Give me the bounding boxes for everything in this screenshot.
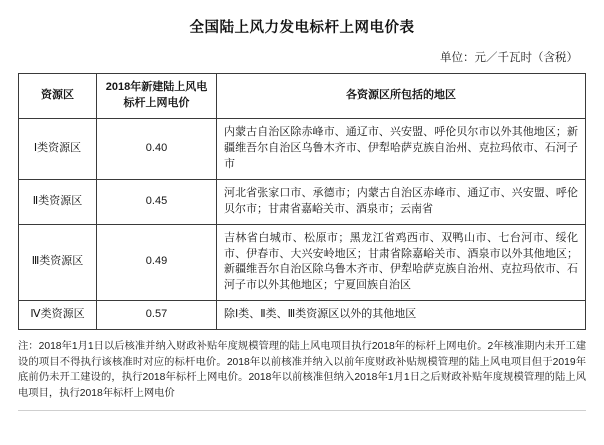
cell-region: 内蒙古自治区除赤峰市、通辽市、兴安盟、呼伦贝尔市以外其他地区；新疆维吾尔自治区乌鲁木齐市、伊犁哈萨克族自治州、克拉玛依市、石河子市 bbox=[217, 118, 586, 179]
table-body bbox=[19, 118, 586, 329]
table-row bbox=[19, 301, 586, 330]
column-header-zone: 资源区 bbox=[19, 74, 97, 119]
cell-price: 0.57 bbox=[97, 301, 217, 330]
wind-price-table bbox=[18, 73, 586, 330]
cell-price: 0.40 bbox=[97, 118, 217, 179]
table-header bbox=[19, 74, 586, 119]
bottom-divider bbox=[18, 410, 586, 411]
cell-zone: Ⅲ类资源区 bbox=[19, 224, 97, 301]
table-footnote: 注：2018年1月1日以后核准并纳入财政补贴年度规模管理的陆上风电项目执行2018年的标杆上网电价。2年核准期内未开工建设的项目不得执行该核准时对应的标杆电价。2018年以前核准并纳入以前年度财政补贴规模管理的陆上风电项目但于2019年底前仍未开工建设的，执行2018年标杆上网电价。2018年以前核准但纳入2018年1月1日之后财政补贴年度规模管理的陆上风电项目，执行2018年标杆上网电价 bbox=[18, 341, 586, 399]
cell-zone: Ⅳ类资源区 bbox=[19, 301, 97, 330]
cell-region: 吉林省白城市、松原市；黑龙江省鸡西市、双鸭山市、七台河市、绥化市、伊春市、大兴安岭地区；甘肃省除嘉峪关市、酒泉市以外其他地区；新疆维吾尔自治区除乌鲁木齐市、伊犁哈萨克族自治州、克拉玛依市、石河子市以外其他地区；宁夏回族自治区 bbox=[217, 224, 586, 301]
cell-price: 0.45 bbox=[97, 179, 217, 224]
cell-zone: Ⅱ类资源区 bbox=[19, 179, 97, 224]
cell-region: 除Ⅰ类、Ⅱ类、Ⅲ类资源区以外的其他地区 bbox=[217, 301, 586, 330]
cell-zone: Ⅰ类资源区 bbox=[19, 118, 97, 179]
table-row bbox=[19, 179, 586, 224]
unit-label: 单位：元／千瓦时（含税） bbox=[440, 52, 578, 64]
table-row bbox=[19, 224, 586, 301]
table-header-row bbox=[19, 74, 586, 119]
page-title: 全国陆上风力发电标杆上网电价表 bbox=[189, 20, 415, 36]
table-row bbox=[19, 118, 586, 179]
cell-price: 0.49 bbox=[97, 224, 217, 301]
column-header-price: 2018年新建陆上风电标杆上网电价 bbox=[97, 74, 217, 119]
column-header-region: 各资源区所包括的地区 bbox=[217, 74, 586, 119]
cell-region: 河北省张家口市、承德市；内蒙古自治区赤峰市、通辽市、兴安盟、呼伦贝尔市；甘肃省嘉峪关市、酒泉市；云南省 bbox=[217, 179, 586, 224]
